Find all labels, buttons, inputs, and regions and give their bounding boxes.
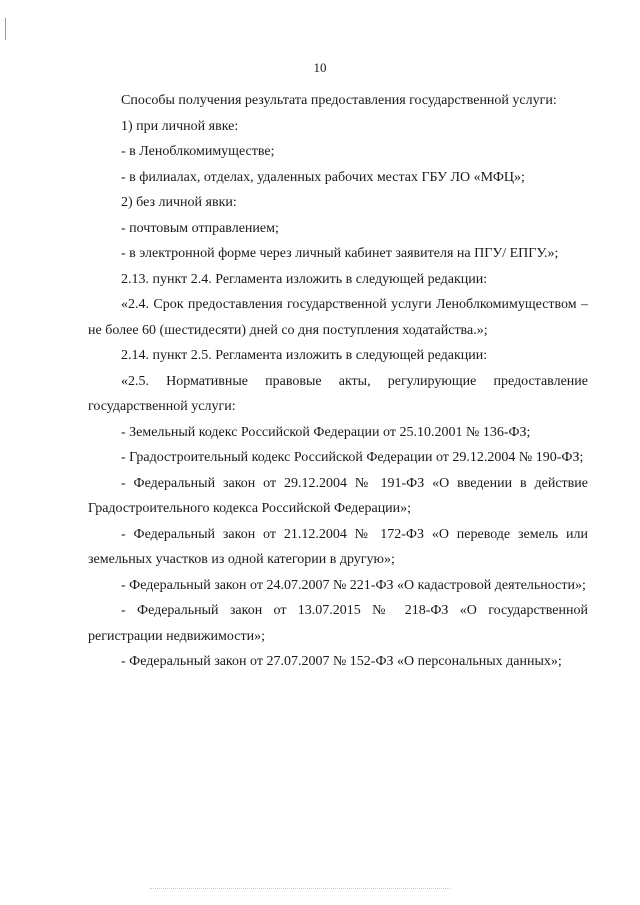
list-item-mfc: - в филиалах, отделах, удаленных рабочих местах ГБУ ЛО «МФЦ»; <box>121 169 525 185</box>
law-item-land-code: - Земельный кодекс Российской Федерации от 25.10.2001 № 136-ФЗ; <box>121 424 531 440</box>
paragraph-in-person: 1) при личной явке: <box>121 118 239 134</box>
paragraph-remote: 2) без личной явки: <box>121 195 237 210</box>
law-item-221-fz: - Федеральный закон от 24.07.2007 № 221-ФЗ «О кадастровой деятельности»; <box>121 577 586 593</box>
law-item-urban-code: - Градостроительный кодекс Российской Федерации от 29.12.2004 № 190-ФЗ; <box>121 450 584 465</box>
scan-edge-mark <box>5 18 6 40</box>
list-item-electronic: - в электронной форме через личный кабинет заявителя на ПГУ/ ЕПГУ.»; <box>121 246 559 261</box>
list-item-post: - почтовым отправлением; <box>121 220 279 236</box>
paragraph-clause-2-5: «2.5. Нормативные правовые акты, регулирующие предоставление государственной услуги: <box>88 373 588 414</box>
scan-artifact <box>150 888 450 889</box>
paragraph-clause-2-13: 2.13. пункт 2.4. Регламента изложить в следующей редакции: <box>121 271 488 287</box>
law-item-191-fz: - Федеральный закон от 29.12.2004 № 191-ФЗ «О введении в действие Градостроительного кодекса Российской Федерации»; <box>88 475 588 516</box>
law-item-172-fz: - Федеральный закон от 21.12.2004 № 172-ФЗ «О переводе земель или земельных участков из одной категории в другую»; <box>88 526 588 567</box>
document-body <box>88 88 588 675</box>
paragraph-clause-2-14: 2.14. пункт 2.5. Регламента изложить в следующей редакции: <box>121 348 488 363</box>
list-item-lenobl: - в Леноблкомимуществе; <box>121 144 275 159</box>
paragraph-clause-2-4: «2.4. Срок предоставления государственной услуги Леноблкомимуществом – не более 60 (шестидесяти) дней со дня поступления ходатайства.»; <box>88 297 588 338</box>
paragraph-result-methods: Способы получения результата предоставления государственной услуги: <box>121 93 557 108</box>
law-item-152-fz: - Федеральный закон от 27.07.2007 № 152-ФЗ «О персональных данных»; <box>121 654 562 669</box>
law-item-218-fz: - Федеральный закон от 13.07.2015 № 218-ФЗ «О государственной регистрации недвижимости»; <box>88 603 588 644</box>
page-number: 10 <box>313 60 327 75</box>
